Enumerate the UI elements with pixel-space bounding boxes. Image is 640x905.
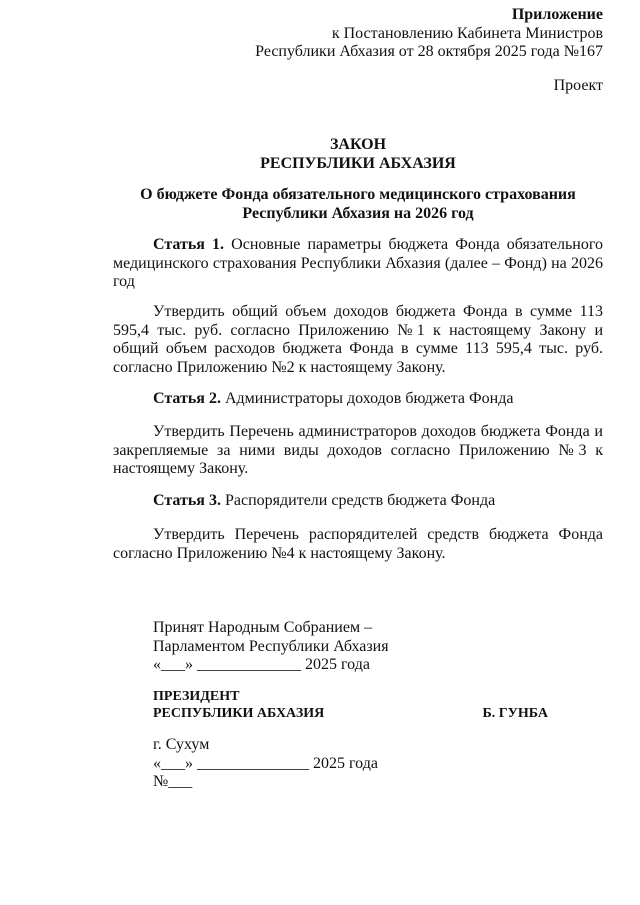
law-subject-line-2: Республики Абхазия на 2026 год [242,204,474,222]
appendix-line-2: Республики Абхазия от 28 октября 2025 года №167 [255,43,603,60]
appendix-header [113,6,603,62]
adoption-line-2: Парламентом Республики Абхазия [153,637,389,655]
appendix-label: Приложение [511,6,603,23]
law-subject [113,186,603,223]
article-1-heading [113,236,603,292]
law-number: №___ [153,773,193,790]
sign-date: «___» ______________ 2025 года [153,754,378,772]
adoption-block [153,619,389,675]
adoption-date: «___» _____________ 2025 года [153,656,370,673]
article-3-title: Распорядители средств бюджета Фонда [220,492,496,509]
article-3-label: Статья 3. [153,492,221,509]
article-2-title: Администраторы доходов бюджета Фонда [220,390,514,407]
president-title-2: РЕСПУБЛИКИ АБХАЗИЯ [153,706,325,721]
article-1-text: Утвердить общий объем доходов бюджета Фонда в сумме 113 595,4 тыс. руб. согласно Приложению №1 к настоящему Закону и общий объем расходов бюджета Фонда в сумме 113 595,4 тыс. руб. согласно Приложению №2 к настоящему Закону. [113,303,603,376]
president-title-1: ПРЕЗИДЕНТ [153,689,240,704]
draft-label: Проект [553,77,603,94]
article-1-title: Основные параметры бюджета Фонда обязательного медицинского страхования Республики Абхазия (далее – Фонд) на 2026 год [113,236,603,290]
article-2-heading [113,390,603,409]
signature-block [153,688,324,722]
city: г. Сухум [153,736,210,753]
article-2-text: Утвердить Перечень администраторов доходов бюджета Фонда и закрепляемые за ними виды доходов согласно Приложению №3 к настоящему Закону. [113,423,603,477]
article-3-heading [113,492,603,511]
article-2-label: Статья 2. [153,390,221,407]
law-subject-line-1: О бюджете Фонда обязательного медицинского страхования [140,186,576,203]
law-word: ЗАКОН [329,136,387,153]
place-block [153,736,378,792]
law-title [113,136,603,173]
law-republic: РЕСПУБЛИКИ АБХАЗИЯ [260,154,456,172]
article-3-text: Утвердить Перечень распорядителей средств бюджета Фонда согласно Приложению №4 к настоящему Закону. [113,526,603,562]
adoption-line-1: Принят Народным Собранием – [153,619,373,636]
article-1-label: Статья 1. [153,236,225,253]
president-name: Б. ГУНБА [482,706,548,721]
appendix-line-1: к Постановлению Кабинета Министров [331,24,603,42]
